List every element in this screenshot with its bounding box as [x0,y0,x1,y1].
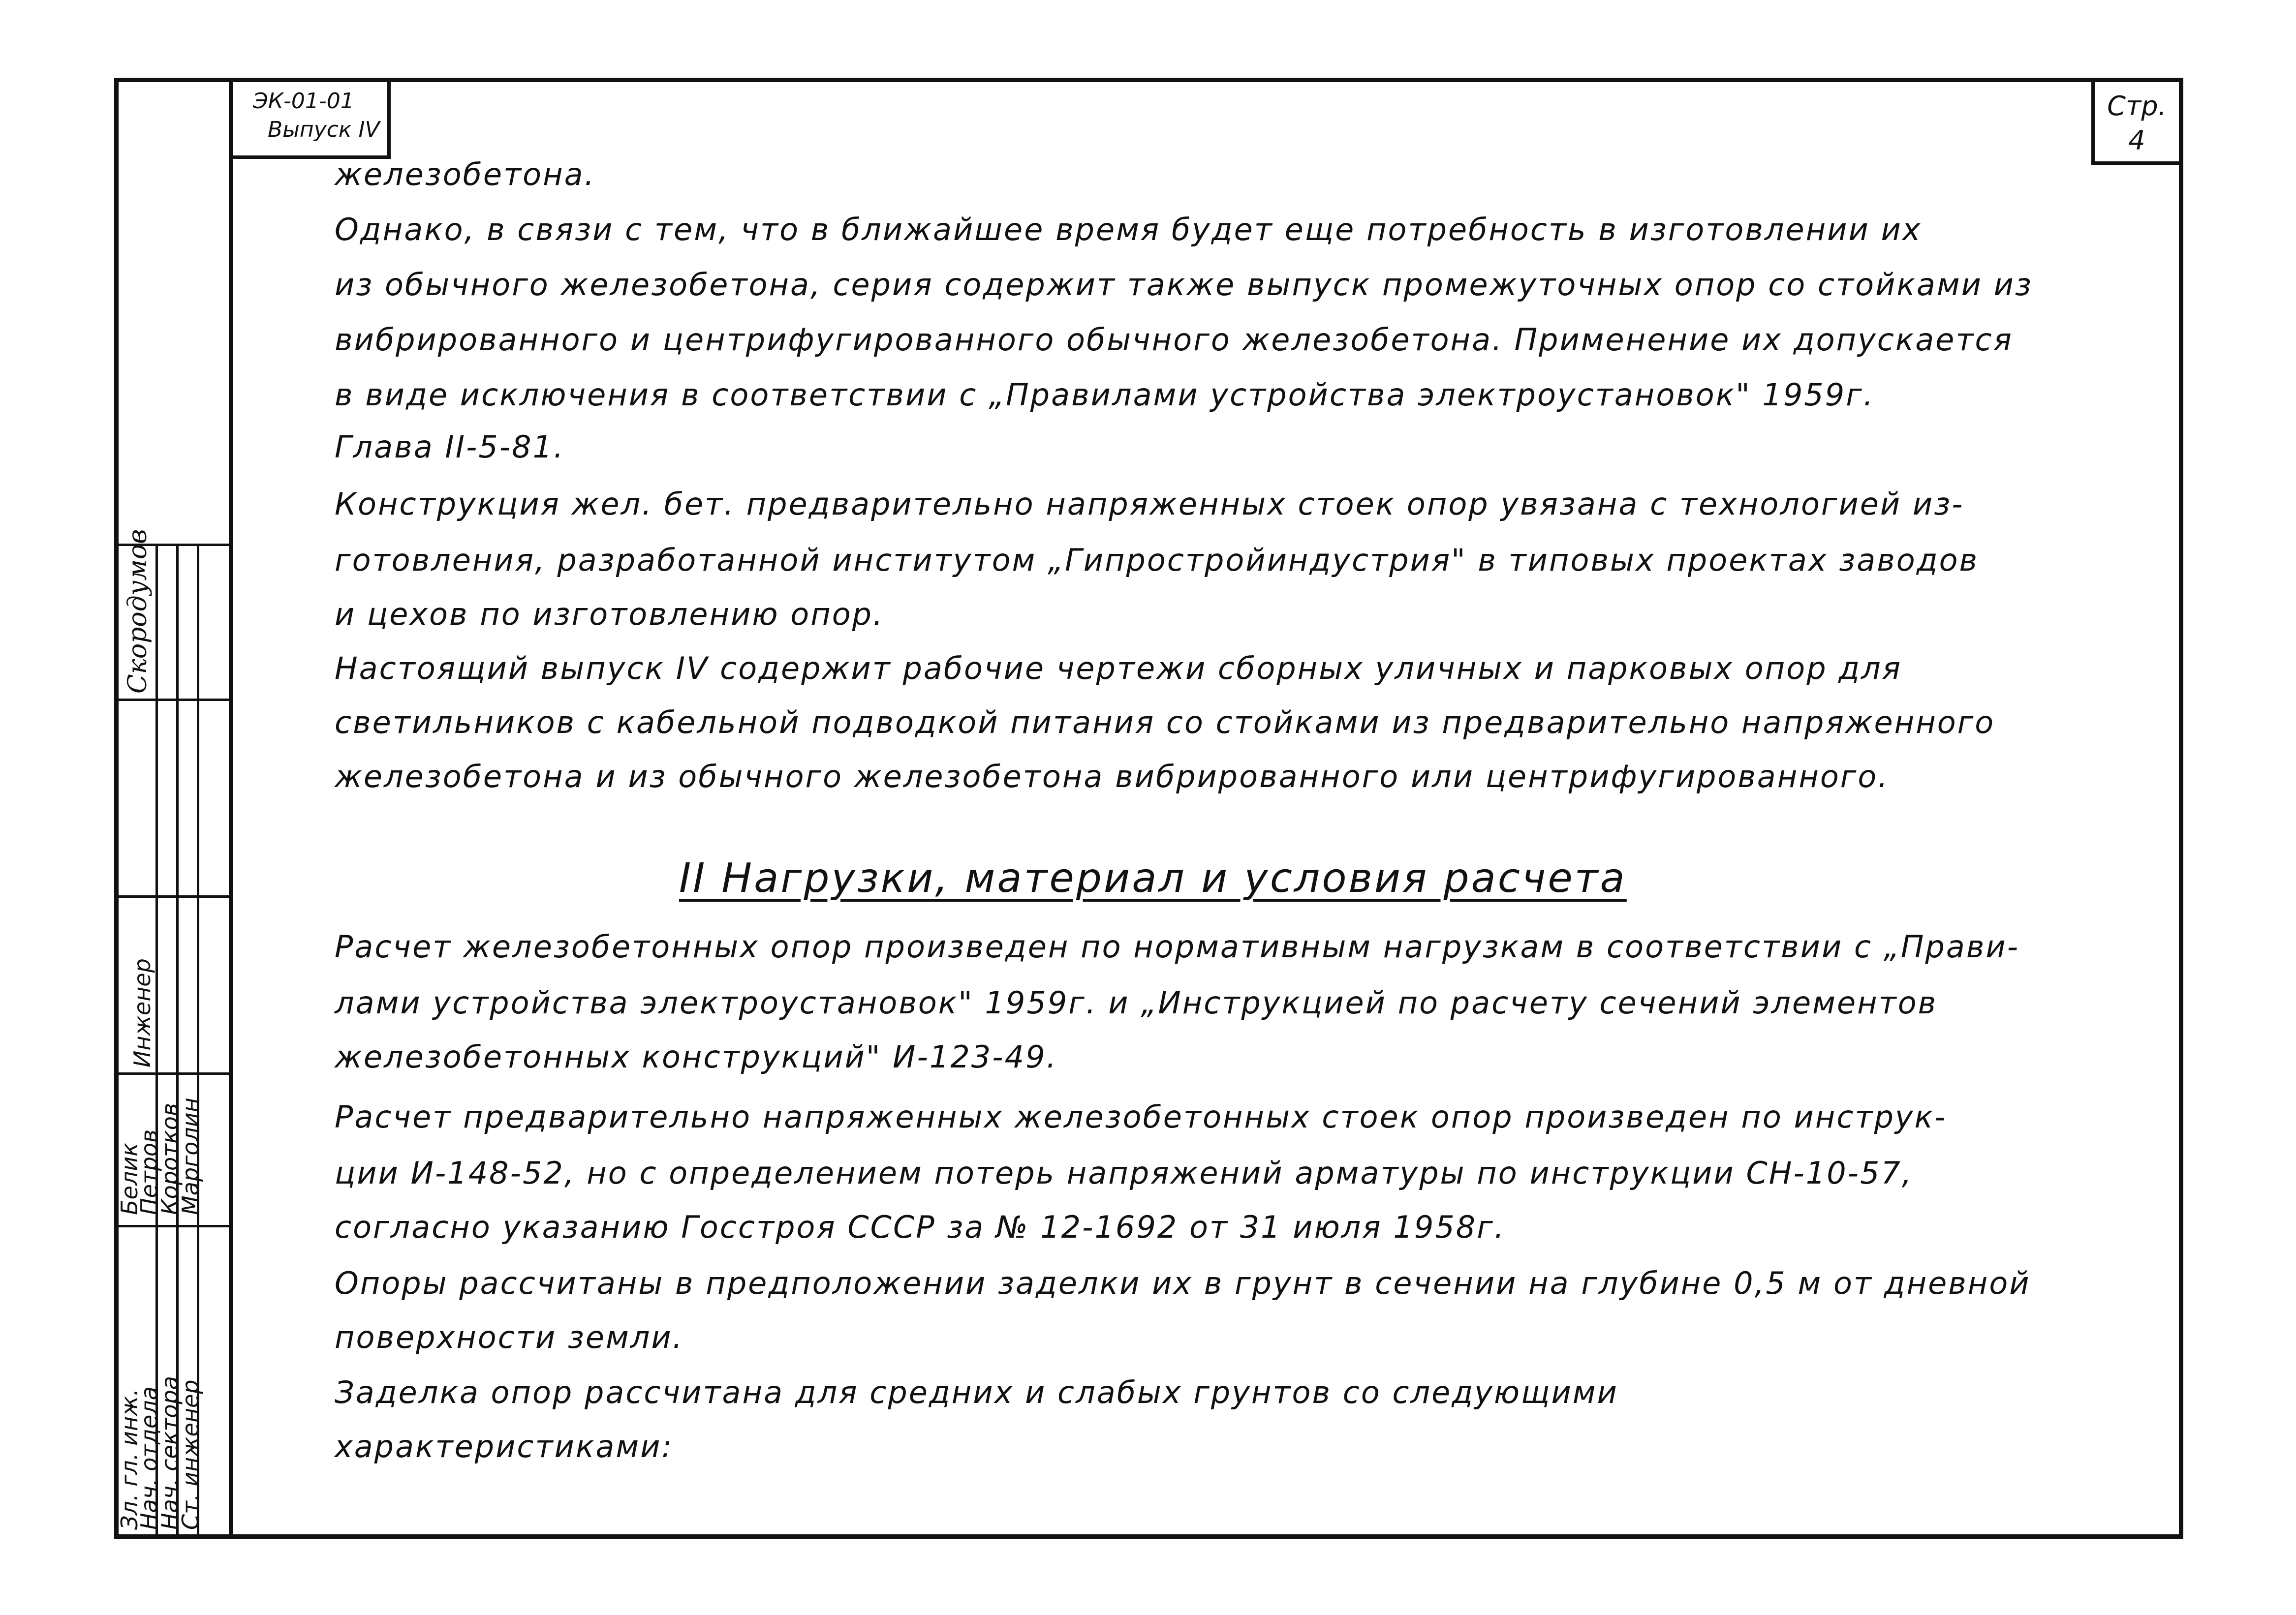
name-4: Марголин [177,1097,204,1215]
text-line: Настоящий выпуск IV содержит рабочие чертежи сборных уличных и парковых опор для [335,650,1902,686]
text-line: лами устройства электроустановок" 1959г. и „Инструкцией по расчету сечений элементов [335,985,1938,1021]
text-line: железобетонных конструкций" И-123-49. [335,1039,1058,1075]
text-line: Однако, в связи с тем, что в ближайшее время будет еще потребность в изготовлении их [335,212,1922,247]
text-line: характеристиками: [335,1429,674,1464]
role-4: Ст. инженер [177,1379,204,1530]
role-2: Нач. отдела [136,1386,162,1530]
text-line: ции И-148-52, но с определением потерь напряжений арматуры по инструкции СН-10-57, [335,1155,1913,1191]
text-line: поверхности земли. [335,1319,684,1355]
text-line: светильников с кабельной подводкой питания со стойками из предварительно напряженного [335,704,1995,740]
text-line: Конструкция жел. бет. предварительно напряженных стоек опор увязана с технологией из- [335,486,1964,522]
text-line: из обычного железобетона, серия содержит также выпуск промежуточных опор со стойками из [335,267,2033,303]
series-stamp [233,82,391,159]
text-line: железобетона. [335,156,596,192]
page-number: 4 [2128,125,2145,156]
binding-margin-line [229,78,233,1539]
text-line: Расчет предварительно напряженных железобетонных стоек опор произведен по инструк- [335,1099,1947,1135]
name-2: Петров [136,1129,162,1215]
page-number-box [2091,82,2179,165]
text-line: в виде исключения в соответствии с „Правилами устройства электроустановок" 1959г. [335,377,1875,413]
role-upper: Инженер [129,958,155,1067]
text-line: Опоры рассчитаны в предположении заделки их в грунт в сечении на глубине 0,5 м от дневной [335,1265,2031,1301]
text-line: вибрированного и центрифугированного обычного железобетона. Применение их допускается [335,322,2013,358]
text-line: железобетона и из обычного железобетона вибрированного или центрифугированного. [335,759,1890,794]
role-1: Зл. гл. инж. [116,1389,143,1530]
role-3: Нач. сектора [156,1376,183,1530]
series-code: ЭК-01-01 [253,89,354,114]
section-heading: II Нагрузки, материал и условия расчета [679,855,1627,902]
text-line: и цехов по изготовлению опор. [335,596,884,632]
text-line: Глава II-5-81. [335,429,565,465]
text-line: Заделка опор рассчитана для средних и слабых грунтов со следующими [335,1374,1618,1410]
issue-label: Выпуск IV [268,117,380,142]
page-label: Стр. [2107,91,2167,122]
name-upper: Скородумов [123,529,153,694]
text-line: Расчет железобетонных опор произведен по нормативным нагрузкам в соответствии с „Прави- [335,929,2020,965]
text-line: готовления, разработанной институтом „Гипростройиндустрия" в типовых проектах заводов [335,542,1979,578]
name-1: Белик [116,1143,143,1215]
text-line: согласно указанию Госстроя СССР за № 12-1692 от 31 июля 1958г. [335,1209,1506,1245]
name-3: Коротков [156,1103,183,1215]
